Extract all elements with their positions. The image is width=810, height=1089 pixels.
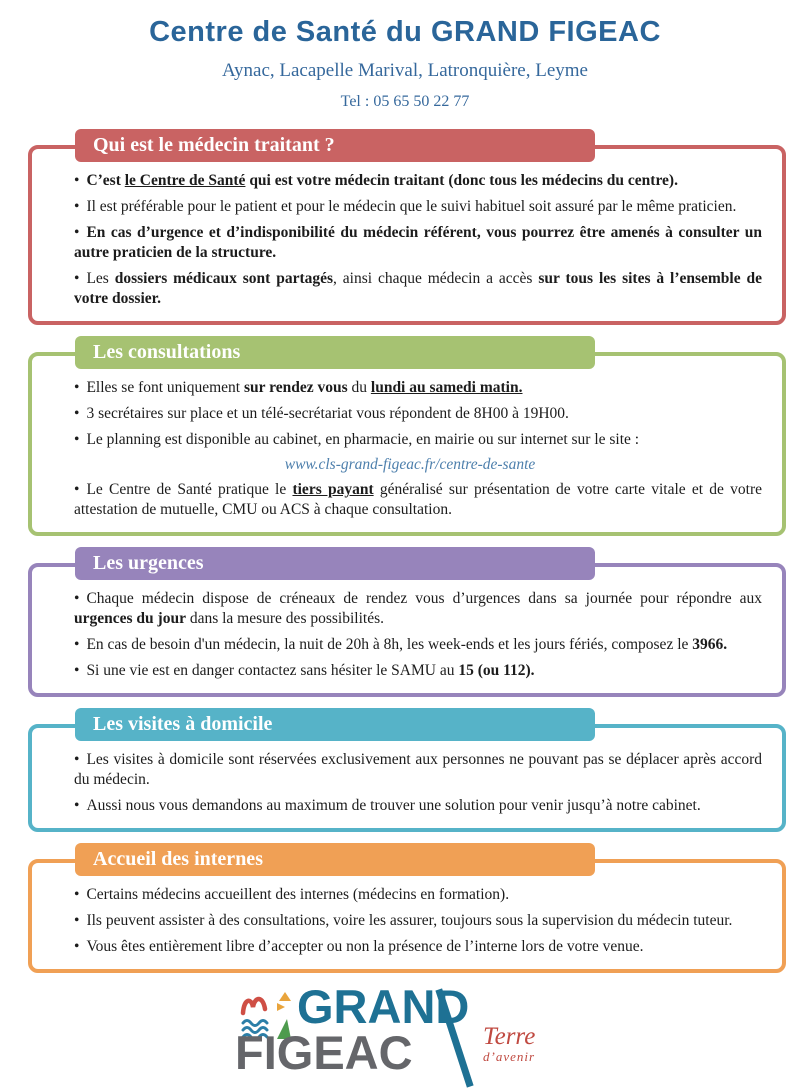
pinwheel-leaf-icon bbox=[277, 1003, 285, 1011]
list-item: • C’est le Centre de Santé qui est votre médecin traitant (donc tous les médecins du centre). bbox=[74, 172, 678, 189]
bullet-marker: • bbox=[74, 938, 80, 955]
bullet-marker: • bbox=[74, 270, 80, 287]
section-header: Les urgences bbox=[75, 547, 595, 580]
section-box bbox=[28, 352, 786, 536]
page-subtitle: Aynac, Lacapelle Marival, Latronquière, Leyme bbox=[222, 60, 588, 81]
list-item: • Si une vie est en danger contactez sans hésiter le SAMU au 15 (ou 112). bbox=[74, 662, 535, 679]
bullet-marker: • bbox=[74, 431, 80, 448]
bullet-marker: • bbox=[74, 172, 80, 189]
grand-figeac-logo bbox=[0, 980, 810, 1089]
section bbox=[28, 843, 786, 973]
list-item: • Le planning est disponible au cabinet, en pharmacie, en mairie ou sur internet sur le site : bbox=[74, 431, 640, 448]
section-box bbox=[28, 145, 786, 325]
page-title: Centre de Santé du GRAND FIGEAC bbox=[149, 16, 661, 48]
list-item: • Ils peuvent assister à des consultations, voire les assurer, toujours sous la supervision du médecin tuteur. bbox=[74, 912, 733, 929]
logo-tagline-line2: d’avenir bbox=[483, 1049, 536, 1064]
list-item: • Elles se font uniquement sur rendez vous du lundi au samedi matin. bbox=[74, 379, 523, 396]
section-box bbox=[28, 563, 786, 697]
red-arches-icon bbox=[243, 999, 265, 1013]
bullet-marker: • bbox=[74, 379, 80, 396]
section-box bbox=[28, 859, 786, 973]
list-item: • Aussi nous vous demandons au maximum de trouver une solution pour venir jusqu’à notre cabinet. bbox=[74, 797, 701, 814]
logo-tagline-line1: Terre bbox=[483, 1023, 536, 1050]
list-item: • Il est préférable pour le patient et pour le médecin que le suivi habituel soit assuré par le même praticien. bbox=[74, 198, 737, 215]
bullet-marker: • bbox=[74, 590, 80, 607]
list-item: • Certains médecins accueillent des internes (médecins en formation). bbox=[74, 886, 510, 903]
page-header bbox=[0, 0, 810, 111]
bullet-marker: • bbox=[74, 636, 80, 653]
section bbox=[28, 336, 786, 536]
website-link[interactable]: www.cls-grand-figeac.fr/centre-de-sante bbox=[284, 456, 536, 473]
section-header: Les visites à domicile bbox=[75, 708, 595, 741]
logo-word-figeac: FIGEAC bbox=[235, 1026, 413, 1079]
logo-word-grand: GRAND bbox=[297, 980, 470, 1033]
list-item: • Chaque médecin dispose de créneaux de rendez vous d’urgences dans sa journée pour répondre aux urgences du jour dans la mesure des possibilités. bbox=[74, 590, 762, 627]
bullet-marker: • bbox=[74, 886, 80, 903]
bullet-marker: • bbox=[74, 481, 80, 498]
bullet-marker: • bbox=[74, 198, 80, 215]
section-header: Accueil des internes bbox=[75, 843, 595, 876]
sections bbox=[0, 129, 810, 973]
pinwheel-icon bbox=[279, 992, 291, 1001]
bullet-marker: • bbox=[74, 224, 80, 241]
list-item: • Les dossiers médicaux sont partagés, ainsi chaque médecin a accès sur tous les sites à l’ensemble de votre dossier. bbox=[74, 270, 762, 307]
list-item: • Le Centre de Santé pratique le tiers payant généralisé sur présentation de votre carte vitale et de votre attestation de mutuelle, CMU ou ACS à chaque consultation. bbox=[74, 481, 763, 518]
bullet-marker: • bbox=[74, 405, 80, 422]
list-item: • En cas de besoin d'un médecin, la nuit de 20h à 8h, les week-ends et les jours fériés, composez le 3966. bbox=[74, 636, 728, 653]
section bbox=[28, 708, 786, 832]
bullet-marker: • bbox=[74, 751, 80, 768]
bullet-marker: • bbox=[74, 912, 80, 929]
bullet-marker: • bbox=[74, 797, 80, 814]
list-item: • Les visites à domicile sont réservées exclusivement aux personnes ne pouvant pas se déplacer après accord du médecin. bbox=[74, 751, 762, 788]
section bbox=[28, 547, 786, 697]
section bbox=[28, 129, 786, 325]
list-item: • Vous êtes entièrement libre d’accepter ou non la présence de l’interne lors de votre venue. bbox=[74, 938, 644, 955]
phone-number: Tel : 05 65 50 22 77 bbox=[340, 93, 470, 110]
bullet-marker: • bbox=[74, 662, 80, 679]
list-item: • En cas d’urgence et d’indisponibilité du médecin référent, vous pourrez être amenés à consulter un autre praticien de la structure. bbox=[74, 224, 762, 261]
section-header: Les consultations bbox=[75, 336, 595, 369]
logo-tagline bbox=[483, 1025, 535, 1065]
section-header: Qui est le médecin traitant ? bbox=[75, 129, 595, 162]
list-item: • 3 secrétaires sur place et un télé-secrétariat vous répondent de 8H00 à 19H00. bbox=[74, 405, 569, 422]
